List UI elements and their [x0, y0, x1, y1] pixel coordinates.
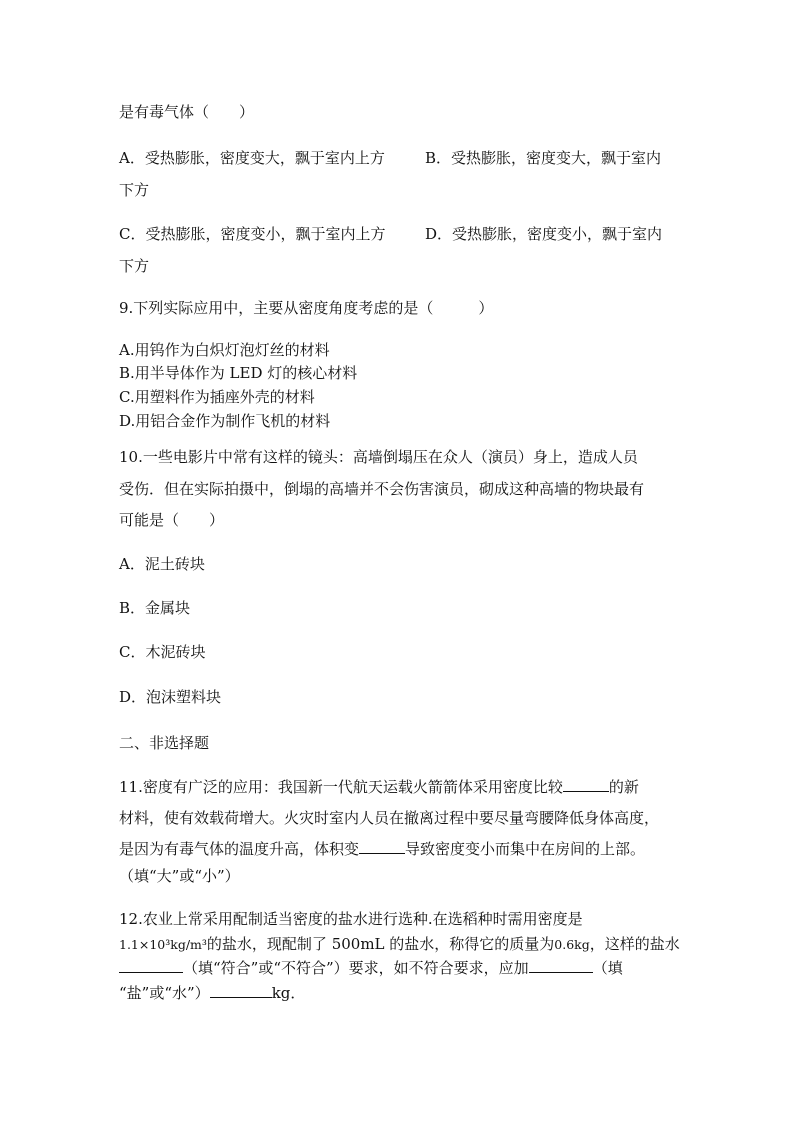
q11-line3-text-a: 是因为有毒气体的温度升高，体积变 [119, 840, 360, 858]
q12-line3-text-a: （填“符合”或“不符合”）要求，如不符合要求，应加 [183, 959, 529, 977]
q10-stem-line1: 10.一些电影片中常有这样的镜头：高墙倒塌压在众人（演员）身上，造成人员 [119, 448, 638, 466]
q11-line2: 材料，使有效载荷增大。火灾时室内人员在撤离过程中要尽量弯腰降低身体高度， [119, 809, 660, 827]
q11-line1-text-b: 的新 [608, 778, 639, 796]
q10-option-b: B．金属块 [119, 599, 191, 617]
q11-line3 [119, 839, 645, 859]
q9-option-a: A.用钨作为白炽灯泡灯丝的材料 [119, 341, 330, 359]
q12-density-value: 1.1×10³kg/m³ [119, 937, 207, 952]
q12-line2-text-c: ，这样的盐水 [589, 935, 680, 953]
q12-blank-2[interactable] [529, 958, 593, 973]
q11-line3-text-b: 导致密度变小而集中在房间的上部。 [405, 840, 646, 858]
q11-line1 [119, 777, 639, 797]
q12-line1: 12.农业上常采用配制适当密度的盐水进行选种.在选稻种时需用密度是 [119, 910, 583, 928]
q10-option-d: D．泡沫塑料块 [119, 688, 222, 706]
q11-line1-text-a: 11.密度有广泛的应用：我国新一代航天运载火箭箭体采用密度比较 [119, 778, 563, 796]
q9-option-d: D.用铝合金作为制作飞机的材料 [119, 412, 331, 430]
q8-option-d-wrap: 下方 [119, 257, 150, 275]
q9-stem: 9.下列实际应用中，主要从密度角度考虑的是（ ） [119, 299, 494, 317]
q10-stem-line3: 可能是（ ） [119, 511, 225, 529]
q8-option-d: D．受热膨胀，密度变小，飘于室内 [425, 225, 663, 243]
q8-option-b-wrap: 下方 [119, 181, 150, 199]
q12-line4-text-a: “盐”或“水”） [119, 984, 210, 1002]
q12-line2-text-b: 的盐水，现配制了 500mL 的盐水，称得它的质量为 [206, 935, 555, 953]
q12-blank-1[interactable] [119, 958, 183, 973]
q8-option-c: C．受热膨胀，密度变小，飘于室内上方 [119, 225, 386, 243]
q12-line3 [119, 958, 623, 978]
q11-line4: （填“大”或“小”） [119, 867, 240, 885]
q12-line2 [119, 934, 680, 955]
q9-option-b: B.用半导体作为 LED 灯的核心材料 [119, 364, 358, 382]
q9-option-c: C.用塑料作为插座外壳的材料 [119, 388, 315, 406]
q8-stem-tail: 是有毒气体（ ） [119, 103, 255, 121]
q8-option-a: A．受热膨胀，密度变大，飘于室内上方 [119, 149, 385, 167]
q10-stem-line2: 受伤．但在实际拍摄中，倒塌的高墙并不会伤害演员，砌成这种高墙的物块最有 [119, 480, 645, 498]
q11-blank-2[interactable] [359, 839, 405, 854]
q12-mass-value: 0.6kg [554, 937, 590, 952]
q12-line4-text-b: kg． [271, 984, 306, 1002]
q12-line4 [119, 983, 305, 1003]
q8-option-b: B．受热膨胀，密度变大，飘于室内 [425, 149, 662, 167]
q10-option-c: C．木泥砖块 [119, 643, 206, 661]
q10-option-a: A．泥土砖块 [119, 555, 205, 573]
q12-line3-text-b: （填 [592, 959, 623, 977]
q11-blank-1[interactable] [563, 777, 609, 792]
section-heading: 二、非选择题 [119, 734, 210, 752]
q12-blank-3[interactable] [210, 983, 272, 998]
